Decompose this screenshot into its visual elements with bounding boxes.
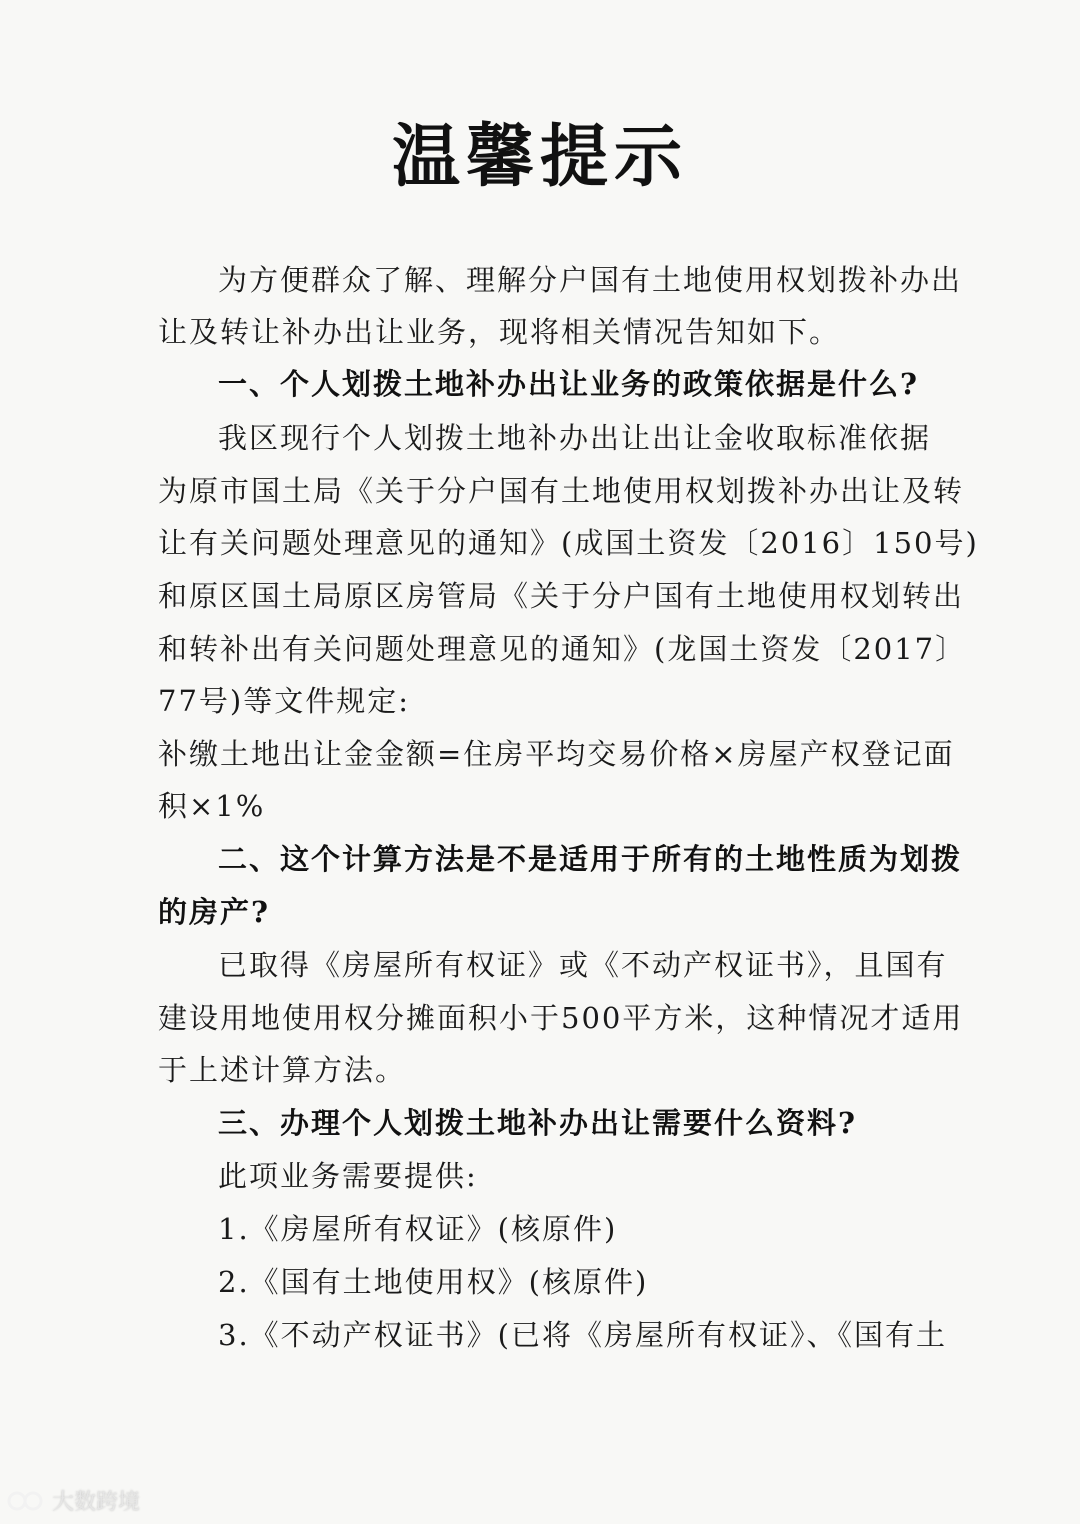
body-line: 让及转让补办出让业务，现将相关情况告知如下。 [158,315,841,349]
watermark-text: 大数跨境 [52,1490,141,1515]
body-line: 建设用地使用权分摊面积小于500平方米，这种情况才适用 [158,1001,964,1035]
section-heading-2: 二、这个计算方法是不是适用于所有的土地性质为划拨 [218,842,963,876]
body-line: 我区现行个人划拨土地补办出让出让金收取标准依据 [218,421,932,455]
formula-line: 补缴土地出让金金额=住房平均交易价格×房屋产权登记面 [158,737,955,771]
body-line: 为方便群众了解、理解分户国有土地使用权划拨补办出 [218,263,963,297]
body-line: 于上述计算方法。 [158,1053,407,1087]
list-item: 3.《不动产权证书》(已将《房屋所有权证》、《国有土 [218,1318,947,1352]
formula-line: 积×1% [158,789,266,823]
section-heading-3: 三、办理个人划拨土地补办出让需要什么资料? [218,1106,857,1140]
section-heading-2-cont: 的房产? [158,895,270,929]
list-item: 2.《国有土地使用权》(核原件) [218,1265,649,1299]
watermark [6,1485,140,1516]
body-line: 和原区国土局原区房管局《关于分户国有土地使用权划转出 [158,579,965,613]
list-item: 1.《房屋所有权证》(核原件) [218,1212,618,1246]
body-line: 为原市国土局《关于分户国有土地使用权划拨补办出让及转 [158,474,965,508]
page-title: 温馨提示 [391,117,688,197]
body-line: 77号)等文件规定: [158,684,410,718]
body-line: 让有关问题处理意见的通知》(成国土资发〔2016〕150号) [158,526,979,560]
body-line: 此项业务需要提供: [218,1159,478,1193]
dashuju-logo-icon [6,1489,46,1513]
body-line: 和转补出有关问题处理意见的通知》(龙国土资发〔2017〕 [158,632,967,666]
body-line: 已取得《房屋所有权证》或《不动产权证书》，且国有 [218,948,948,982]
section-heading-1: 一、个人划拨土地补办出让业务的政策依据是什么? [218,367,919,401]
